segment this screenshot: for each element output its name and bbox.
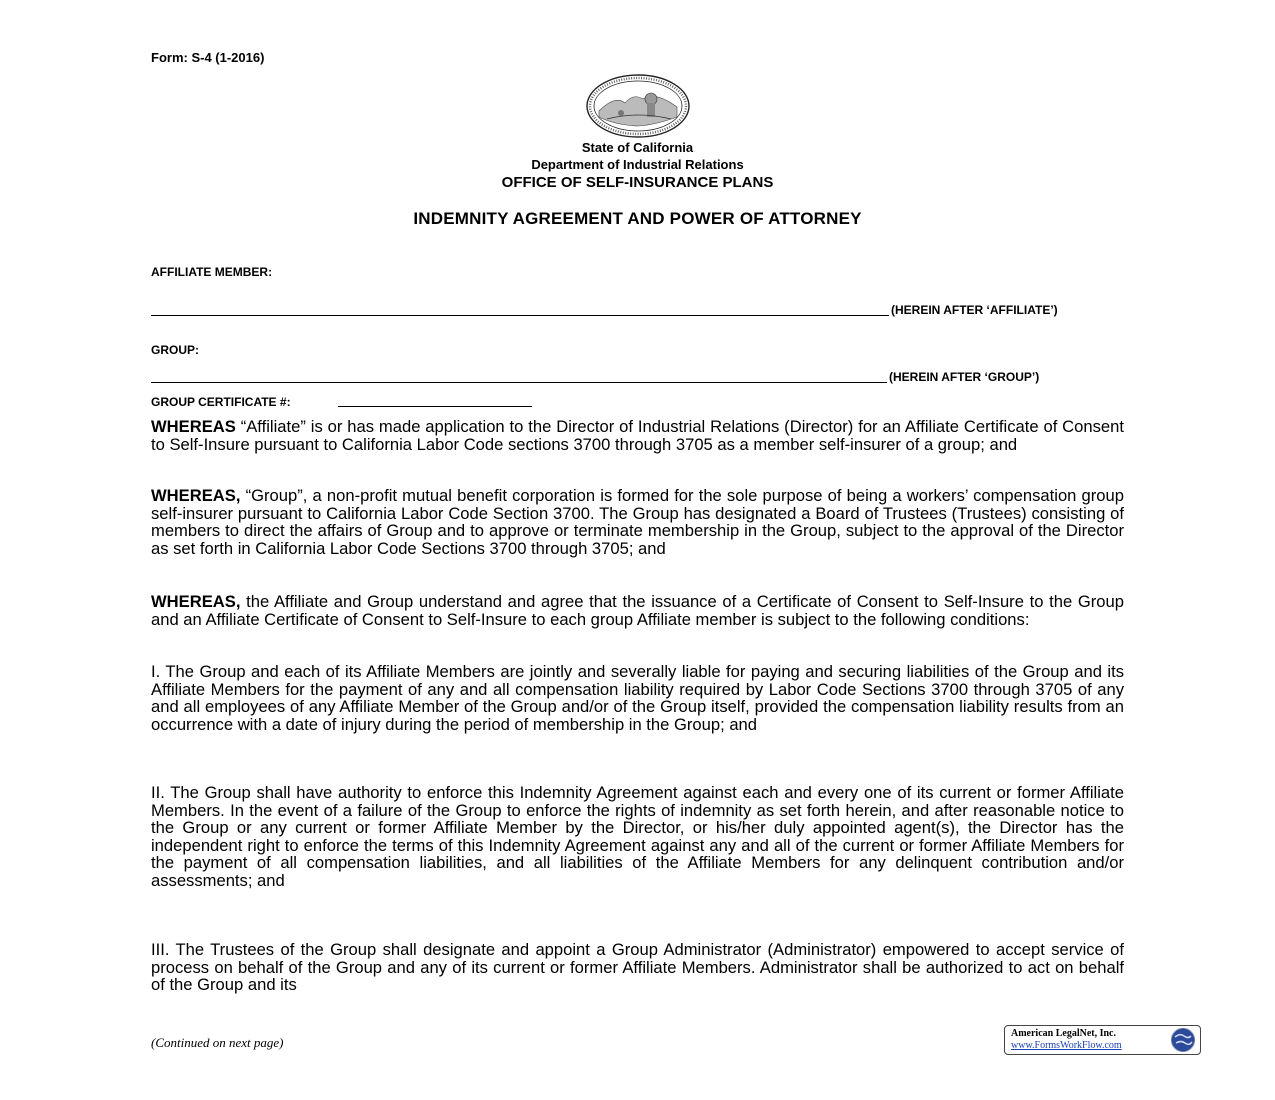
condition-iii-paragraph [151, 941, 1124, 994]
paragraph-text: “Group”, a non-profit mutual benefit corporation is formed for the sole purpose of being a workers’ compensation group self-insurer pursuant to California Labor Code Section 3700. The Group has designated a Board of Trustees (Trustees) consisting of members to direct the affairs of Group and to approve or terminate membership in the Group, subject to the approval of the Director as set forth in California Labor Code Sections 3700 through 3705; and [151, 486, 1124, 558]
whereas-group-paragraph [151, 487, 1124, 557]
whereas-affiliate-paragraph [151, 418, 1124, 453]
paragraph-text: II. The Group shall have authority to enforce this Indemnity Agreement against each and every one of its current or former Affiliate Members. In the event of a failure of the Group to enforce the rights of indemnity as set forth herein, and after reasonable notice to the Group or any current or former Affiliate Member by the Director, or his/her duly appointed agent(s), the Director has the independent right to enforce the terms of this Indemnity Agreement against any and all of the current or former Affiliate Members for the payment of all compensation liabilities, and all liabilities of the Affiliate Members for any delinquent contribution and/or assessments; and [151, 783, 1124, 890]
affiliate-herein-label: (HEREIN AFTER ‘AFFILIATE’) [891, 303, 1058, 317]
group-name-line[interactable] [151, 382, 887, 383]
publisher-badge[interactable] [1004, 1025, 1201, 1055]
affiliate-member-label: AFFILIATE MEMBER: [151, 265, 273, 279]
affiliate-name-line[interactable] [151, 315, 889, 316]
paragraph-lead: WHEREAS [151, 417, 236, 436]
badge-company: American LegalNet, Inc. [1011, 1028, 1116, 1039]
whereas-conditions-paragraph [151, 593, 1124, 628]
paragraph-text: the Affiliate and Group understand and agree that the issuance of a Certificate of Consent to Self-Insure to the Group and an Affiliate Certificate of Consent to Self-Insure to each group Affiliate member is subject to the following conditions: [151, 592, 1124, 629]
condition-i-paragraph [151, 663, 1124, 733]
group-herein-label: (HEREIN AFTER ‘GROUP’) [889, 370, 1040, 384]
group-certificate-label: GROUP CERTIFICATE #: [151, 395, 291, 409]
paragraph-lead: WHEREAS, [151, 486, 241, 505]
state-seal-icon [585, 73, 691, 139]
group-certificate-line[interactable] [338, 406, 532, 407]
paragraph-text: I. The Group and each of its Affiliate Members are jointly and severally liable for paying and securing liabilities of the Group and its Affiliate Members for the payment of any and all compensation liability required by Labor Code Sections 3700 through 3705 of any and all employees of any Affiliate Member of the Group and/or of the Group itself, provided the compensation liability results from an occurrence with a date of injury during the period of membership in the Group; and [151, 662, 1124, 734]
globe-icon [1170, 1027, 1196, 1053]
form-id: Form: S-4 (1-2016) [151, 50, 265, 65]
state-name: State of California [581, 140, 694, 155]
group-label: GROUP: [151, 343, 199, 357]
office-name: OFFICE OF SELF-INSURANCE PLANS [501, 174, 774, 191]
document-title: INDEMNITY AGREEMENT AND POWER OF ATTORNEY [413, 209, 862, 228]
paragraph-text: “Affiliate” is or has made application to the Director of Industrial Relations (Director) for an Affiliate Certificate of Consent to Self-Insure pursuant to California Labor Code sections 3700 through 3705 as a member self-insurer of a group; and [151, 417, 1124, 454]
badge-url-link[interactable]: www.FormsWorkFlow.com [1011, 1040, 1122, 1051]
condition-ii-paragraph [151, 784, 1124, 890]
department-name: Department of Industrial Relations [531, 157, 744, 172]
continued-note: (Continued on next page) [151, 1035, 284, 1050]
paragraph-text: III. The Trustees of the Group shall designate and appoint a Group Administrator (Administrator) empowered to accept service of process on behalf of the Group and any of its current or former Affiliate Members. Administrator shall be authorized to act on behalf of the Group and its [151, 940, 1124, 995]
paragraph-lead: WHEREAS, [151, 592, 241, 611]
